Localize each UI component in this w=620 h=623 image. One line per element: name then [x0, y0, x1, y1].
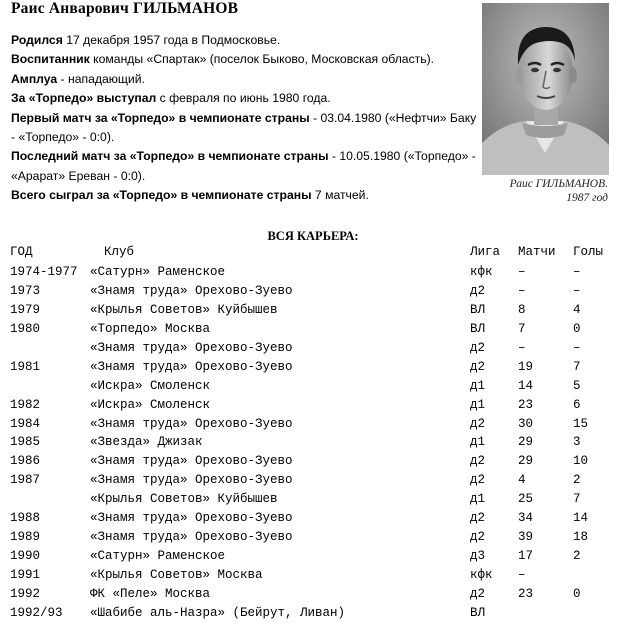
cell-goals: – — [573, 283, 581, 298]
cell-matches: – — [518, 340, 526, 355]
bio-line — [11, 186, 479, 205]
bio-label: Амплуа — [11, 71, 58, 86]
cell-year: 1986 — [10, 454, 41, 469]
cell-matches: 4 — [518, 473, 526, 488]
cell-club: «Крылья Советов» Куйбышев — [90, 302, 278, 317]
table-row — [0, 490, 620, 509]
bio-label: Воспитанник — [11, 52, 90, 67]
cell-matches: – — [518, 283, 526, 298]
cell-club: «Знамя труда» Орехово-Зуево — [90, 473, 293, 488]
cell-club: «Искра» Смоленск — [90, 378, 211, 393]
cell-matches: 29 — [518, 435, 534, 450]
cell-club: «Шабибе аль-Назра» (Бейрут, Ливан) — [90, 605, 346, 620]
cell-year: 1991 — [10, 568, 41, 582]
portrait-image — [482, 3, 609, 175]
table-row — [0, 263, 620, 282]
table-row — [0, 604, 620, 623]
cell-club: «Знамя труда» Орехово-Зуево — [90, 511, 293, 526]
cell-year: 1982 — [10, 397, 41, 412]
table-row — [0, 471, 620, 490]
table-row — [0, 415, 620, 434]
cell-club: «Знамя труда» Орехово-Зуево — [90, 283, 293, 298]
cell-league: д1 — [470, 378, 486, 393]
cell-league: д2 — [470, 340, 486, 355]
cell-goals: 15 — [573, 416, 589, 431]
cell-goals: 5 — [573, 378, 581, 393]
column-header-league: Лига — [470, 245, 501, 259]
cell-club: «Знамя труда» Орехово-Зуево — [90, 416, 293, 431]
cell-goals: 3 — [573, 435, 581, 450]
bio-text: команды «Спартак» (поселок Быково, Московская область). — [89, 52, 435, 67]
bio-text: с февраля по июнь 1980 года. — [156, 91, 331, 106]
cell-club: «Крылья Советов» Куйбышев — [90, 492, 278, 507]
bio-line — [11, 109, 479, 148]
photo-caption — [470, 177, 608, 205]
table-row — [0, 377, 620, 396]
cell-matches: 34 — [518, 511, 534, 526]
table-row — [0, 585, 620, 604]
bio-line — [11, 89, 479, 108]
table-row — [0, 547, 620, 566]
caption-name: Раис ГИЛЬМАНОВ. — [509, 178, 608, 190]
cell-matches: 29 — [518, 454, 534, 469]
column-header-matches: Матчи — [518, 245, 556, 259]
player-photo — [482, 3, 609, 175]
cell-matches: 7 — [518, 321, 526, 336]
cell-year: 1985 — [10, 435, 41, 450]
cell-league: кфк — [470, 568, 493, 582]
bio-section — [11, 31, 479, 206]
cell-league: д1 — [470, 435, 486, 450]
cell-year: 1980 — [10, 321, 41, 336]
cell-league: д2 — [470, 586, 486, 601]
cell-club: «Знамя труда» Орехово-Зуево — [90, 530, 293, 545]
cell-year: 1987 — [10, 473, 41, 488]
cell-matches: 30 — [518, 416, 534, 431]
cell-matches: 8 — [518, 302, 526, 317]
cell-league: ВЛ — [470, 302, 486, 317]
cell-club: «Крылья Советов» Москва — [90, 568, 263, 582]
cell-goals: 2 — [573, 549, 581, 564]
bio-text: 17 декабря 1957 года в Подмосковье. — [62, 33, 281, 47]
cell-year: 1992/93 — [10, 605, 63, 620]
cell-year: 1984 — [10, 416, 41, 431]
cell-club: «Торпедо» Москва — [90, 321, 211, 336]
cell-league: ВЛ — [470, 321, 486, 336]
cell-league: ВЛ — [470, 605, 486, 620]
table-row — [0, 396, 620, 415]
cell-matches: 14 — [518, 378, 534, 393]
bio-text: - 03.04.1980 («Нефтчи» Баку - «Торпедо» - 0:0). — [11, 110, 477, 145]
cell-matches: – — [518, 265, 526, 279]
table-row — [0, 339, 620, 358]
table-row — [0, 452, 620, 471]
cell-goals: 6 — [573, 397, 581, 412]
cell-club: «Сатурн» Раменское — [90, 549, 226, 564]
bio-line — [11, 31, 479, 50]
bio-line — [11, 70, 479, 89]
bio-label: За «Торпедо» выступал — [11, 91, 157, 106]
cell-club: «Знамя труда» Орехово-Зуево — [90, 359, 293, 374]
cell-league: д2 — [470, 283, 486, 298]
page-title: Раис Анварович ГИЛЬМАНОВ — [11, 0, 239, 17]
cell-league: д2 — [470, 530, 486, 545]
cell-club: «Сатурн» Раменское — [90, 265, 226, 279]
cell-league: д2 — [470, 473, 486, 488]
bio-text: - 10.05.1980 («Торпедо» - «Арарат» Ереван - 0:0). — [11, 149, 476, 183]
cell-matches: – — [518, 568, 526, 582]
bio-line — [11, 147, 479, 186]
cell-goals: – — [573, 265, 581, 279]
career-heading: ВСЯ КАРЬЕРА: — [267, 229, 359, 243]
cell-league: кфк — [470, 265, 493, 279]
cell-matches: 39 — [518, 530, 534, 545]
cell-league: д2 — [470, 416, 486, 431]
bio-text: - нападающий. — [57, 71, 145, 86]
cell-year: 1981 — [10, 359, 41, 374]
column-header-club: Клуб — [104, 245, 135, 259]
table-row — [0, 282, 620, 301]
cell-goals: 0 — [573, 321, 581, 336]
table-row — [0, 301, 620, 320]
cell-year: 1988 — [10, 511, 41, 526]
career-table — [0, 263, 620, 623]
cell-year: 1974-1977 — [10, 265, 78, 279]
column-header-goals: Голы — [573, 245, 604, 259]
cell-goals: 2 — [573, 473, 581, 488]
cell-goals: 4 — [573, 302, 581, 317]
table-row — [0, 320, 620, 339]
table-row — [0, 566, 620, 585]
cell-year: 1979 — [10, 302, 41, 317]
career-table-header — [0, 245, 620, 263]
bio-label: Последний матч за «Торпедо» в чемпионате страны — [11, 149, 329, 164]
table-row — [0, 528, 620, 547]
cell-league: д1 — [470, 397, 486, 412]
cell-goals: 7 — [573, 359, 581, 374]
cell-league: д1 — [470, 492, 486, 507]
cell-matches: 17 — [518, 549, 534, 564]
cell-goals: 14 — [573, 511, 589, 526]
cell-goals: 7 — [573, 492, 581, 507]
cell-league: д2 — [470, 511, 486, 526]
cell-matches: 23 — [518, 397, 534, 412]
cell-goals: – — [573, 340, 581, 355]
cell-goals: 10 — [573, 454, 589, 469]
cell-matches: 19 — [518, 359, 534, 374]
cell-club: «Искра» Смоленск — [90, 397, 211, 412]
bio-label: Всего сыграл за «Торпедо» в чемпионате страны — [11, 188, 312, 203]
cell-club: ФК «Пеле» Москва — [90, 586, 211, 601]
bio-label: Первый матч за «Торпедо» в чемпионате страны — [11, 110, 310, 125]
table-row — [0, 509, 620, 528]
cell-league: д3 — [470, 549, 486, 564]
table-row — [0, 433, 620, 452]
cell-club: «Звезда» Джизак — [90, 435, 203, 450]
cell-year: 1992 — [10, 586, 41, 601]
column-header-year: ГОД — [10, 245, 33, 259]
bio-text: 7 матчей. — [311, 188, 369, 203]
bio-line — [11, 50, 479, 69]
cell-league: д2 — [470, 359, 486, 374]
cell-matches: 23 — [518, 586, 534, 601]
bio-label: Родился — [11, 33, 63, 47]
cell-club: «Знамя труда» Орехово-Зуево — [90, 340, 293, 355]
cell-matches: 25 — [518, 492, 534, 507]
cell-club: «Знамя труда» Орехово-Зуево — [90, 454, 293, 469]
cell-year: 1989 — [10, 530, 41, 545]
cell-goals: 18 — [573, 530, 589, 545]
table-row — [0, 358, 620, 377]
cell-league: д2 — [470, 454, 486, 469]
caption-year: 1987 год — [566, 192, 608, 204]
cell-goals: 0 — [573, 586, 581, 601]
cell-year: 1990 — [10, 549, 41, 564]
cell-year: 1973 — [10, 283, 41, 298]
